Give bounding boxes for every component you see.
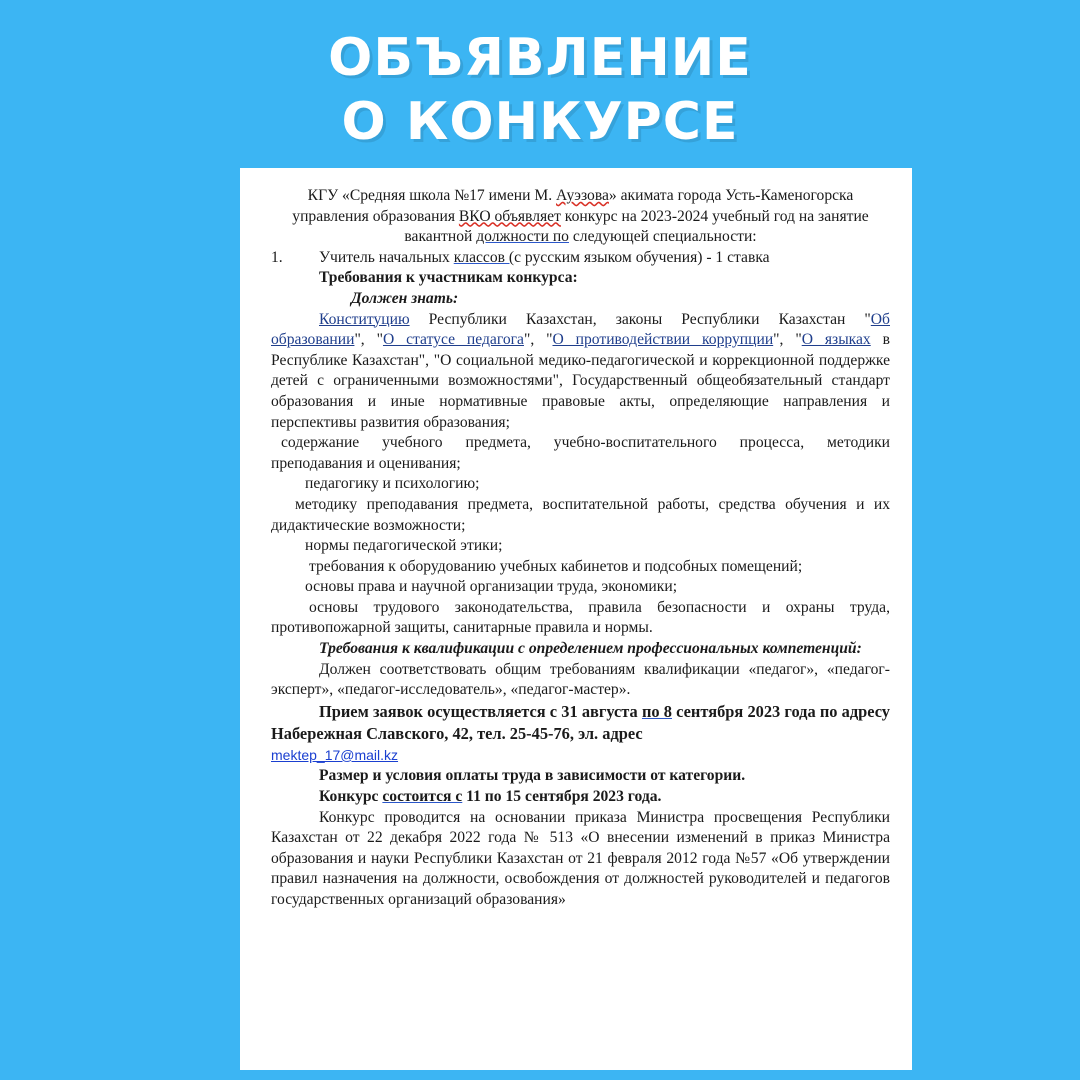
constitution-link[interactable]: Конституцию <box>319 310 410 328</box>
knowledge-item-2: педагогику и психологию; <box>305 475 480 493</box>
announcement-headline <box>0 26 1080 154</box>
headline-line-2: О КОНКУРСЕ <box>341 92 739 152</box>
vacancy-item <box>271 248 890 269</box>
applications-paragraph: Прием заявок осуществляется с 31 августа по 8 сентября 2023 года по адресу Набережная Славского, 42, тел. 25-45-76, эл. адрес <box>271 701 891 743</box>
document-page <box>240 168 912 1070</box>
anticorruption-law-link[interactable]: О противодействии коррупции <box>552 331 774 349</box>
vacancy-number: 1. <box>271 248 283 266</box>
languages-law-link[interactable]: О языках <box>801 331 871 349</box>
email-line <box>271 745 890 767</box>
salary-line: Размер и условия оплаты труда в зависимости от категории. <box>319 767 746 785</box>
intro-paragraph: КГУ «Средняя школа №17 имени М. Ауэзова» акимата города Усть-Каменогорска управления образования ВКО объявляет конкурс на 2023-2024 учебный год на занятие вакантной должности по следующей специальности: <box>292 187 869 246</box>
knowledge-item-6: основы права и научной организации труда, экономики; <box>305 578 678 596</box>
legal-basis-paragraph: Конкурс проводится на основании приказа Министра просвещения Республики Казахстан от 22 декабря 2022 года № 513 «О внесении изменений в приказ Министра образования и науки Республики Казахстан от 21 февраля 2012 года №57 «Об утверждении правил назначения на должности, освобождения от должностей руководителей и педагогов государственных организаций образования» <box>271 808 890 908</box>
knowledge-item-5: требования к оборудованию учебных кабинетов и подсобных помещений; <box>309 557 803 575</box>
contest-dates-line: Конкурс состоится с 11 по 15 сентября 2023 года. <box>319 788 662 806</box>
vko-announces: ВКО объявляет <box>458 207 561 225</box>
until-8-phrase: по 8 <box>641 701 672 721</box>
knowledge-item-4: нормы педагогической этики; <box>305 537 503 555</box>
knowledge-item-1: содержание учебного предмета, учебно-воспитательного процесса, методики преподавания и оценивания; <box>271 434 890 472</box>
classes-word: классов ( <box>453 248 515 266</box>
knowledge-item-3: методику преподавания предмета, воспитательной работы, средства обучения и их дидактические возможности; <box>271 495 890 534</box>
requirements-heading: Требования к участникам конкурса: <box>319 269 578 287</box>
will-take-place-phrase: состоится с <box>382 788 463 806</box>
headline-line-1: ОБЪЯВЛЕНИЕ <box>328 28 752 88</box>
email-link[interactable]: mektep_17@mail.kz <box>271 746 399 763</box>
knowledge-item-7: основы трудового законодательства, правила безопасности и охраны труда, противопожарной защиты, санитарные правила и нормы. <box>271 598 890 637</box>
teacher-status-law-link[interactable]: О статусе педагога <box>382 331 524 349</box>
vacancy-text: Учитель начальных классов (с русским языком обучения) - 1 ставка <box>319 248 770 266</box>
qualification-heading: Требования к квалификации с определением профессиональных компетенций: <box>319 640 862 658</box>
must-know-heading: Должен знать: <box>351 289 459 307</box>
education-law-link[interactable]: Об образовании <box>271 310 890 349</box>
auezov-misspell: Ауэзова <box>556 187 609 204</box>
position-phrase: должности по <box>476 228 569 246</box>
laws-paragraph: Конституцию Республики Казахстан, законы Республики Казахстан "Об образовании", "О статусе педагога", "О противодействии коррупции", "О языках в Республике Казахстан", "О социальной медико-педагогической и коррекционной поддержке детей с ограниченными возможностями", Государственный общеобязательный стандарт образования и иные нормативные правовые акты, определяющие направления и перспективы развития образования; <box>271 310 890 431</box>
qualification-text: Должен соответствовать общим требованиям квалификации «педагог», «педагог-эксперт», «педагог-исследователь», «педагог-мастер». <box>271 660 890 699</box>
